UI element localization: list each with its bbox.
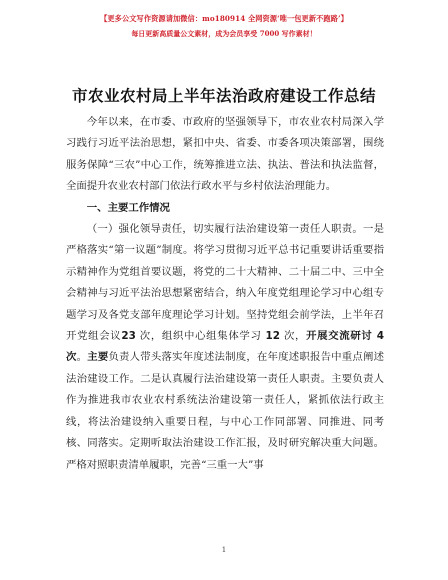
seminar-text: 开展交流研讨 4 次 xyxy=(66,330,385,364)
section-heading-1: 一、主要工作情况 xyxy=(86,201,170,214)
paragraph-1-text-c: 次， xyxy=(279,330,307,343)
paragraph-1-emphasis: 主要 xyxy=(87,351,109,364)
meeting-count: 23 xyxy=(121,330,136,343)
intro-paragraph: 今年以来，在市委、市政府的坚强领导下，市农业农村局深入学习践行习近平法治思想，紧扣中央、省委、市委各项决策部署，围绕服务保障“三农”中心工作，统筹推进立法、执法、普法和执法监督，全面提升农业农村部门依法行政水平与乡村依法治理能力。 xyxy=(66,116,384,193)
document-body xyxy=(66,112,384,476)
page-number: 1 xyxy=(221,546,227,554)
study-count: 12 xyxy=(265,330,280,343)
paragraph-1 xyxy=(66,219,384,476)
promo-banner xyxy=(0,12,448,40)
paragraph-1-text-b: 次，组织中心组集体学习 xyxy=(135,330,266,343)
document-title: 市农业农村局上半年法治政府建设工作总结 xyxy=(71,86,376,105)
paragraph-1-text-e: 。 xyxy=(76,351,88,364)
paragraph-1-text-a: （一）强化领导责任，切实履行法治建设第一责任人职责。一是严格落实“第一议题”制度。将学习贯彻习近平总书记重要讲话重要指示精神作为党组首要议题，将党的二十大精神、二十届二中、三中全会精神与习近平法治思想紧密结合，纳入年度党组理论学习中心组专题学习及各党支部年度理论学习计划。坚持党组会前学法，上半年召开党组会议 xyxy=(66,223,384,343)
promo-line-2: 每日更新高质量公文素材，成为会员享受 7000 写作素材！ xyxy=(131,29,317,38)
promo-line-1: 【更多公文写作资源请加微信：mo180914 全网资源‘唯一包更新不跑路’】 xyxy=(100,14,348,23)
paragraph-1-text-g: 负责人带头落实年度述法制度，在年度述职报告中重点阐述法治建设工作。二是认真履行法治建设第一责任人职责。主要负责人作为推进我市农业农村系统法治建设第一责任人，紧抓依法行政主线，将法治建设纳入重要日程，与中心工作同部署、同推进、同考核、同落实。定期听取法治建设工作汇报，及时研究解决重大问题。严格对照职责清单履职，完善“三重一大”事 xyxy=(66,351,385,471)
